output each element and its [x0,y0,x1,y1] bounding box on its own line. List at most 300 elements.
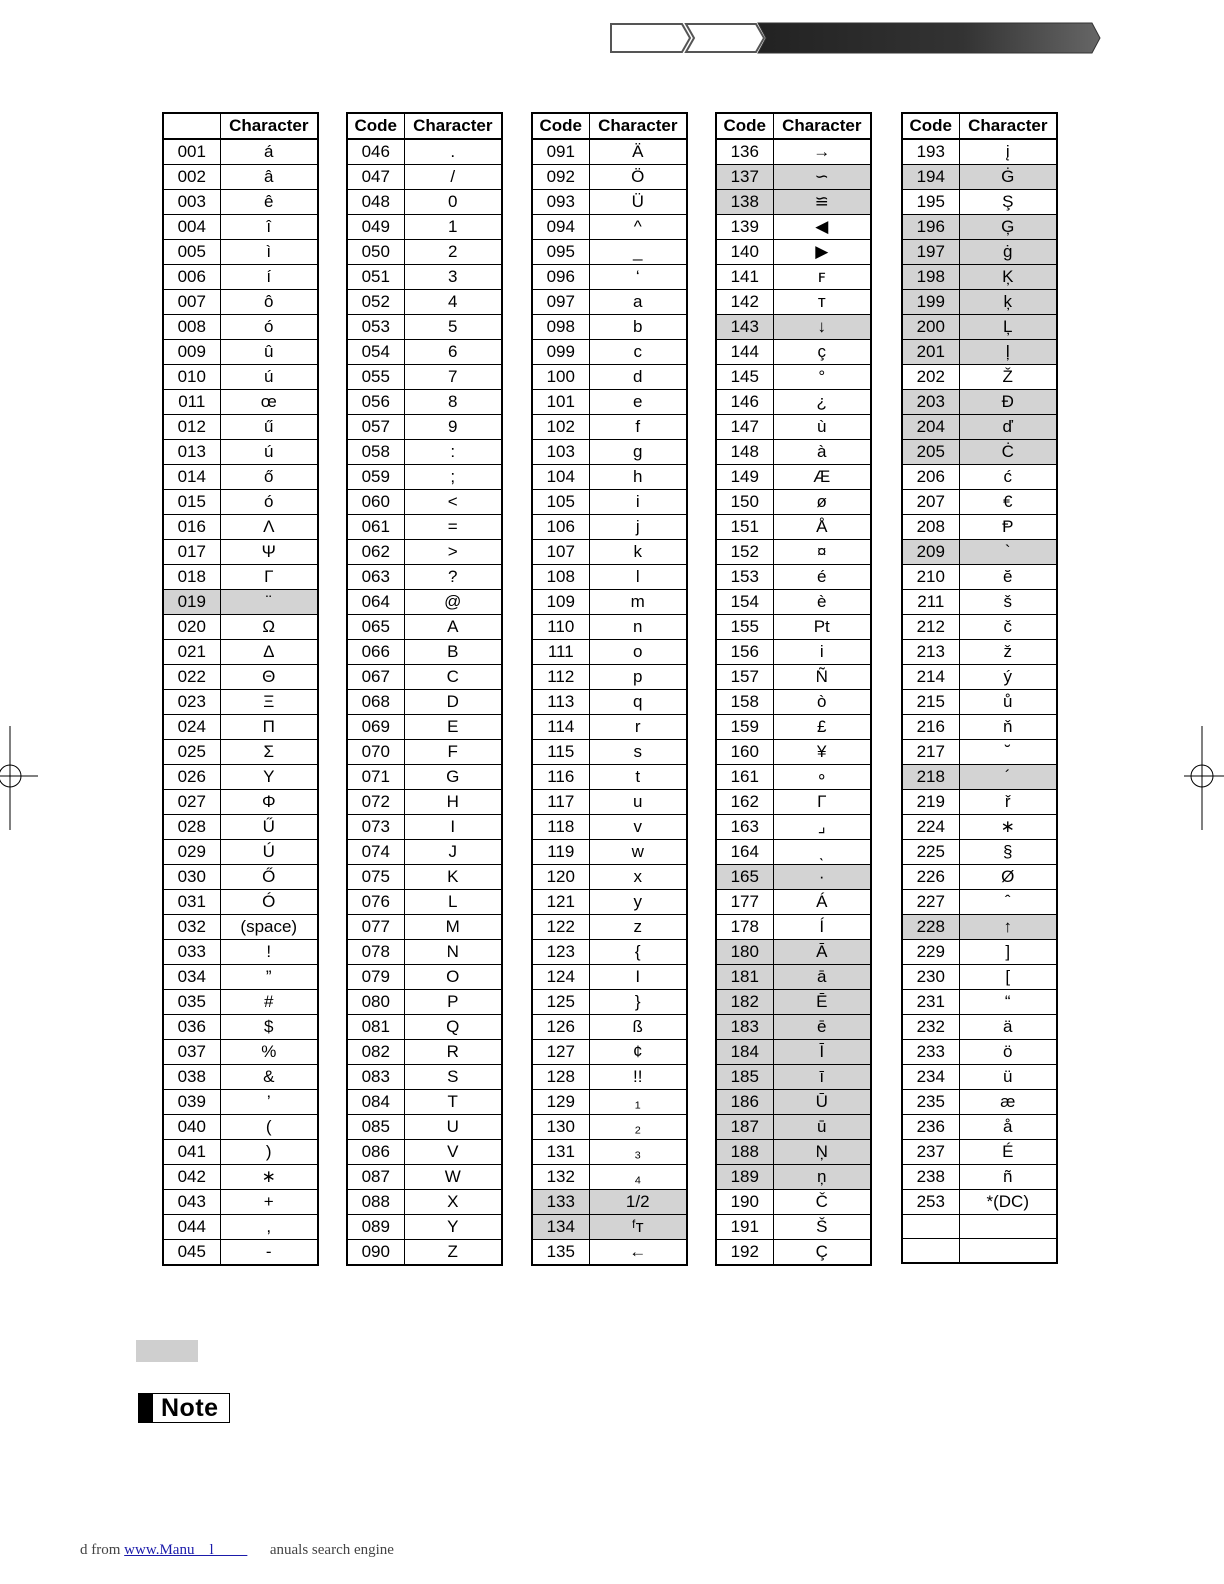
code-cell: 164 [716,840,773,865]
table-row [532,740,687,765]
character-cell: / [404,165,502,190]
code-cell: 237 [902,1140,959,1165]
character-cell: Ö [589,165,687,190]
code-cell: 236 [902,1115,959,1140]
code-cell: 188 [716,1140,773,1165]
code-cell: 067 [347,665,404,690]
character-cell: Ᵽ [959,515,1057,540]
table-row [532,1065,687,1090]
table-row [163,1240,318,1266]
character-cell: Z [404,1240,502,1266]
table-row [163,1065,318,1090]
table-row [902,815,1057,840]
code-cell: 212 [902,615,959,640]
character-cell: ü [959,1065,1057,1090]
table-row [716,1240,871,1266]
character-cell: ú [220,440,318,465]
code-cell: 054 [347,340,404,365]
character-cell: Ē [773,990,871,1015]
table-row [902,840,1057,865]
code-cell: 211 [902,590,959,615]
code-cell: 162 [716,790,773,815]
code-cell: 230 [902,965,959,990]
code-cell: 208 [902,515,959,540]
table-row [716,1140,871,1165]
table-row [347,790,502,815]
table-row [902,390,1057,415]
table-row [163,465,318,490]
code-cell: 155 [716,615,773,640]
table-header-row [716,113,871,139]
code-cell: 123 [532,940,589,965]
character-cell: 4 [404,290,502,315]
character-cell: ˘ [959,740,1057,765]
character-cell: £ [773,715,871,740]
code-cell: 035 [163,990,220,1015]
code-cell: 209 [902,540,959,565]
table-row [532,1040,687,1065]
character-cell: v [589,815,687,840]
code-cell: 153 [716,565,773,590]
code-cell: 156 [716,640,773,665]
table-row [347,565,502,590]
table-row [347,515,502,540]
table-row [532,190,687,215]
table-header-row [532,113,687,139]
table-row [902,139,1057,165]
code-cell: 151 [716,515,773,540]
character-cell: Ş [959,190,1057,215]
code-cell: 217 [902,740,959,765]
code-cell: 060 [347,490,404,515]
code-cell: 119 [532,840,589,865]
code-cell: 004 [163,215,220,240]
character-cell: Ω [220,615,318,640]
code-cell: 201 [902,340,959,365]
table-row [347,1215,502,1240]
character-cell: Φ [220,790,318,815]
table-row [532,340,687,365]
character-cell: Σ [220,740,318,765]
character-cell: ñ [959,1165,1057,1190]
table-row [347,865,502,890]
table-row [716,1190,871,1215]
table-row [716,415,871,440]
table-row [163,1040,318,1065]
character-cell: o [589,640,687,665]
character-cell: - [220,1240,318,1266]
table-row [163,615,318,640]
character-column-header: Character [589,113,687,139]
character-cell: f [589,415,687,440]
character-cell: Ċ [959,440,1057,465]
table-row [716,240,871,265]
table-row [347,165,502,190]
code-cell: 161 [716,765,773,790]
table-row [347,990,502,1015]
character-cell: ◀ [773,215,871,240]
character-cell: Ó [220,890,318,915]
character-cell: Λ [220,515,318,540]
code-cell [902,1215,959,1239]
code-cell: 225 [902,840,959,865]
code-cell: 076 [347,890,404,915]
table-row [532,315,687,340]
character-cell: ` [959,540,1057,565]
character-column-header: Character [220,113,318,139]
table-row [716,190,871,215]
code-cell: 015 [163,490,220,515]
character-cell: € [959,490,1057,515]
table-row [716,565,871,590]
character-cell: Đ [959,390,1057,415]
footer-prefix: d from [80,1542,125,1558]
table-row [902,740,1057,765]
character-cell: ? [404,565,502,590]
code-cell: 160 [716,740,773,765]
character-cell: % [220,1040,318,1065]
code-cell: 049 [347,215,404,240]
character-cell: Δ [220,640,318,665]
code-cell: 002 [163,165,220,190]
character-cell: ᶠᴛ [589,1215,687,1240]
table-row [347,415,502,440]
table-row [902,165,1057,190]
code-column-header: Code [902,113,959,139]
character-cell: œ [220,390,318,415]
character-cell: b [589,315,687,340]
table-row [163,715,318,740]
code-cell: 108 [532,565,589,590]
character-cell: z [589,915,687,940]
table-row [902,565,1057,590]
character-cell: ä [959,1015,1057,1040]
character-cell: Q [404,1015,502,1040]
character-cell: ì [220,240,318,265]
code-cell: 072 [347,790,404,815]
character-table-3 [531,112,688,1266]
table-row [902,940,1057,965]
table-row [532,640,687,665]
table-row [902,715,1057,740]
code-cell: 206 [902,465,959,490]
code-cell: 111 [532,640,589,665]
character-cell: c [589,340,687,365]
table-row [163,1190,318,1215]
code-cell: 042 [163,1165,220,1190]
table-row [532,890,687,915]
code-cell: 003 [163,190,220,215]
character-cell: Ū [773,1090,871,1115]
code-cell: 184 [716,1040,773,1065]
code-cell: 199 [902,290,959,315]
character-cell: T [404,1090,502,1115]
table-row [532,790,687,815]
code-cell: 144 [716,340,773,365]
code-cell: 113 [532,690,589,715]
character-cell: g [589,440,687,465]
code-cell: 163 [716,815,773,840]
character-cell: 5 [404,315,502,340]
character-cell: ▶ [773,240,871,265]
code-cell: 189 [716,1165,773,1190]
code-cell: 233 [902,1040,959,1065]
code-cell: 238 [902,1165,959,1190]
code-cell: 014 [163,465,220,490]
table-row [716,615,871,640]
code-cell: 232 [902,1015,959,1040]
table-row [716,265,871,290]
character-cell: M [404,915,502,940]
code-cell: 071 [347,765,404,790]
character-cell: ¤ [773,540,871,565]
character-cell: = [404,515,502,540]
table-row [532,1165,687,1190]
character-cell: < [404,490,502,515]
table-row [163,139,318,165]
code-column-header: Code [532,113,589,139]
character-cell: s [589,740,687,765]
character-cell: w [589,840,687,865]
character-cell: û [220,340,318,365]
character-cell: 8 [404,390,502,415]
code-cell: 065 [347,615,404,640]
character-cell: S [404,1065,502,1090]
code-cell: 040 [163,1115,220,1140]
table-row [532,690,687,715]
code-cell: 165 [716,865,773,890]
table-header-row [347,113,502,139]
table-row [163,690,318,715]
table-row [532,1115,687,1140]
table-row [347,139,502,165]
code-cell: 192 [716,1240,773,1266]
table-row [902,690,1057,715]
code-cell: 131 [532,1140,589,1165]
table-row [902,765,1057,790]
character-cell: ´ [959,765,1057,790]
code-cell: 052 [347,290,404,315]
code-cell: 083 [347,1065,404,1090]
table-row [902,1065,1057,1090]
table-row [347,365,502,390]
character-cell: Š [773,1215,871,1240]
code-cell: 120 [532,865,589,890]
table-row [347,215,502,240]
character-cell: # [220,990,318,1015]
footer-link[interactable]: www.Manu l [124,1542,248,1558]
table-row [532,515,687,540]
table-row [902,315,1057,340]
table-row [347,490,502,515]
code-cell: 082 [347,1040,404,1065]
table-row [716,139,871,165]
character-cell: ₁ [589,1090,687,1115]
character-cell: O [404,965,502,990]
table-row [163,765,318,790]
character-cell: É [959,1140,1057,1165]
table-row [163,190,318,215]
character-cell: Y [404,1215,502,1240]
registration-mark-left [0,726,40,830]
table-row [716,1015,871,1040]
table-row [716,1090,871,1115]
table-row [163,515,318,540]
code-cell: 031 [163,890,220,915]
code-cell: 033 [163,940,220,965]
code-cell: 025 [163,740,220,765]
character-cell: Γ [773,790,871,815]
table-row [902,865,1057,890]
table-row [902,340,1057,365]
code-cell: 228 [902,915,959,940]
table-row [347,890,502,915]
code-cell: 219 [902,790,959,815]
table-row [902,640,1057,665]
note-bar-icon [139,1394,153,1422]
code-cell: 159 [716,715,773,740]
character-cell: Ā [773,940,871,965]
table-row [347,815,502,840]
code-cell: 134 [532,1215,589,1240]
character-cell: Ļ [959,315,1057,340]
character-cell: . [404,139,502,165]
code-cell: 055 [347,365,404,390]
table-row [716,340,871,365]
character-cell: Å [773,515,871,540]
table-row [347,190,502,215]
character-cell: C [404,665,502,690]
table-row [716,940,871,965]
character-cell: ġ [959,240,1057,265]
table-row [347,740,502,765]
character-cell: 6 [404,340,502,365]
character-cell: [ [959,965,1057,990]
code-cell: 229 [902,940,959,965]
code-cell: 182 [716,990,773,1015]
code-cell: 183 [716,1015,773,1040]
table-row [532,139,687,165]
table-row [347,1115,502,1140]
table-row [163,940,318,965]
footer [80,1542,394,1559]
table-row [716,540,871,565]
table-row [163,390,318,415]
code-cell: 198 [902,265,959,290]
character-cell: ” [220,965,318,990]
table-row [163,340,318,365]
table-row [902,490,1057,515]
table-row [347,340,502,365]
character-cell: ç [773,340,871,365]
character-cell: ↓ [773,315,871,340]
character-table-5 [901,112,1058,1264]
table-row [347,615,502,640]
table-row [902,465,1057,490]
code-cell: 062 [347,540,404,565]
character-cell: ö [959,1040,1057,1065]
code-cell: 006 [163,265,220,290]
character-cell: U [404,1115,502,1140]
character-cell: u [589,790,687,815]
code-cell [902,1239,959,1263]
character-cell: 7 [404,365,502,390]
code-cell: 021 [163,640,220,665]
code-cell: 061 [347,515,404,540]
character-cell: & [220,1065,318,1090]
code-cell: 112 [532,665,589,690]
code-cell: 087 [347,1165,404,1190]
character-cell: } [589,990,687,1015]
character-cell: *(DC) [959,1190,1057,1215]
character-cell: š [959,590,1057,615]
character-cell: Ő [220,865,318,890]
character-cell: q [589,690,687,715]
character-cell: é [773,565,871,590]
character-cell: Ú [220,840,318,865]
code-cell: 190 [716,1190,773,1215]
table-row [163,365,318,390]
character-cell: x [589,865,687,890]
code-cell: 234 [902,1065,959,1090]
code-cell: 088 [347,1190,404,1215]
table-row [902,990,1057,1015]
character-cell: ¥ [773,740,871,765]
code-cell: 150 [716,490,773,515]
code-cell: 009 [163,340,220,365]
character-cell: N [404,940,502,965]
table-row [716,890,871,915]
table-row [532,1090,687,1115]
table-row [532,715,687,740]
table-row [716,390,871,415]
character-cell: á [220,139,318,165]
code-cell: 216 [902,715,959,740]
table-row [532,615,687,640]
character-cell: r [589,715,687,740]
character-cell: æ [959,1090,1057,1115]
table-row [347,315,502,340]
character-cell: n [589,615,687,640]
code-cell: 066 [347,640,404,665]
character-cell: Ī [773,1040,871,1065]
character-cell: (space) [220,915,318,940]
code-cell: 103 [532,440,589,465]
table-row [347,840,502,865]
character-cell: ĕ [959,565,1057,590]
code-cell: 130 [532,1115,589,1140]
character-cell: â [220,165,318,190]
character-cell: i [589,490,687,515]
table-row [902,515,1057,540]
table-row [902,1215,1057,1239]
table-row [532,165,687,190]
table-row [163,1140,318,1165]
code-cell: 195 [902,190,959,215]
character-cell: ý [959,665,1057,690]
code-cell: 102 [532,415,589,440]
character-cell: B [404,640,502,665]
character-cell: ć [959,465,1057,490]
table-row [347,390,502,415]
character-cell: L [404,890,502,915]
code-cell: 214 [902,665,959,690]
code-cell: 107 [532,540,589,565]
code-cell: 146 [716,390,773,415]
table-row [532,1015,687,1040]
code-cell: 105 [532,490,589,515]
character-cell: ¿ [773,390,871,415]
